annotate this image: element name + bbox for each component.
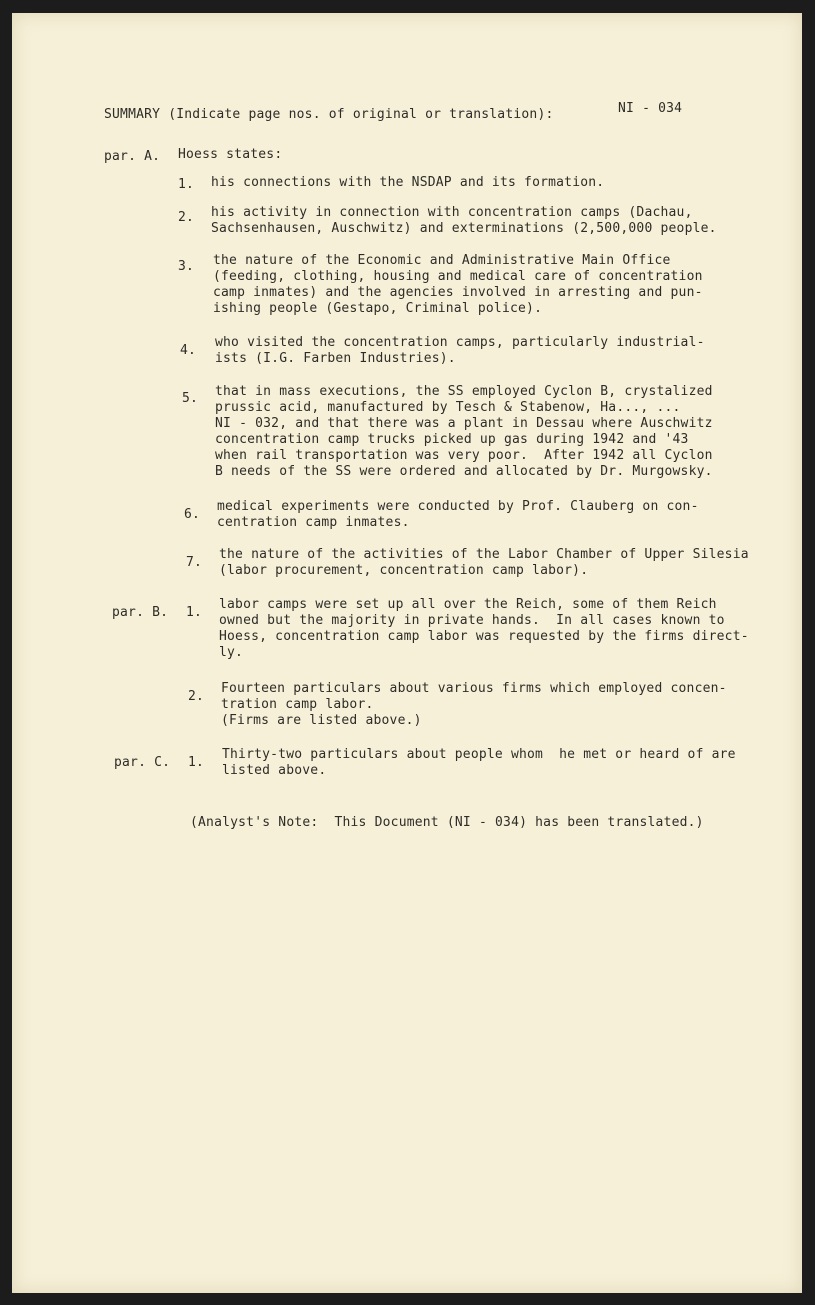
document-page: [12, 13, 802, 1293]
item-number: 1.: [188, 755, 205, 770]
item-number: 3.: [178, 259, 195, 274]
item-number: 2.: [188, 689, 205, 704]
list-item: medical experiments were conducted by Prof. Clauberg on con- centration camp inmates.: [217, 499, 699, 530]
paragraph-a-label: par. A.: [104, 149, 161, 164]
summary-label: SUMMARY (Indicate page nos. of original or translation):: [104, 107, 554, 122]
list-item: labor camps were set up all over the Reich, some of them Reich owned but the majority in private hands. In all cases known to Hoess, concentration camp labor was requested by the firms direct- ly.: [219, 597, 749, 660]
list-item: that in mass executions, the SS employed Cyclon B, crystalized prussic acid, manufactured by Tesch & Stabenow, Ha..., ... NI - 032, and that there was a plant in Dessau where Auschwitz concentration camp trucks picked up gas during 1942 and '43 when rail transportation was very poor. After 1942 all Cyclon B needs of the SS were ordered and allocated by Dr. Murgowsky.: [215, 384, 713, 479]
item-number: 4.: [180, 343, 197, 358]
item-number: 6.: [184, 507, 201, 522]
paragraph-a-intro: Hoess states:: [178, 147, 283, 162]
list-item: his activity in connection with concentration camps (Dachau, Sachsenhausen, Auschwitz) and exterminations (2,500,000 people.: [211, 205, 717, 236]
document-number: NI - 034: [618, 101, 683, 116]
item-number: 2.: [178, 210, 195, 225]
list-item: his connections with the NSDAP and its formation.: [211, 175, 605, 190]
item-number: 1.: [186, 605, 203, 620]
list-item: the nature of the Economic and Administrative Main Office (feeding, clothing, housing and medical care of concentration camp inmates) and the agencies involved in arresting and pun- ishing people (Gestapo, Criminal police).: [213, 253, 703, 316]
paragraph-c-label: par. C.: [114, 755, 171, 770]
item-number: 5.: [182, 391, 199, 406]
list-item: the nature of the activities of the Labor Chamber of Upper Silesia (labor procurement, concentration camp labor).: [219, 547, 749, 578]
list-item: Thirty-two particulars about people whom he met or heard of are listed above.: [222, 747, 736, 778]
list-item: Fourteen particulars about various firms which employed concen- tration camp labor. (Firms are listed above.): [221, 681, 727, 728]
analyst-note: (Analyst's Note: This Document (NI - 034) has been translated.): [190, 815, 704, 830]
item-number: 1.: [178, 177, 195, 192]
paragraph-b-label: par. B.: [112, 605, 169, 620]
list-item: who visited the concentration camps, particularly industrial- ists (I.G. Farben Industries).: [215, 335, 705, 366]
item-number: 7.: [186, 555, 203, 570]
